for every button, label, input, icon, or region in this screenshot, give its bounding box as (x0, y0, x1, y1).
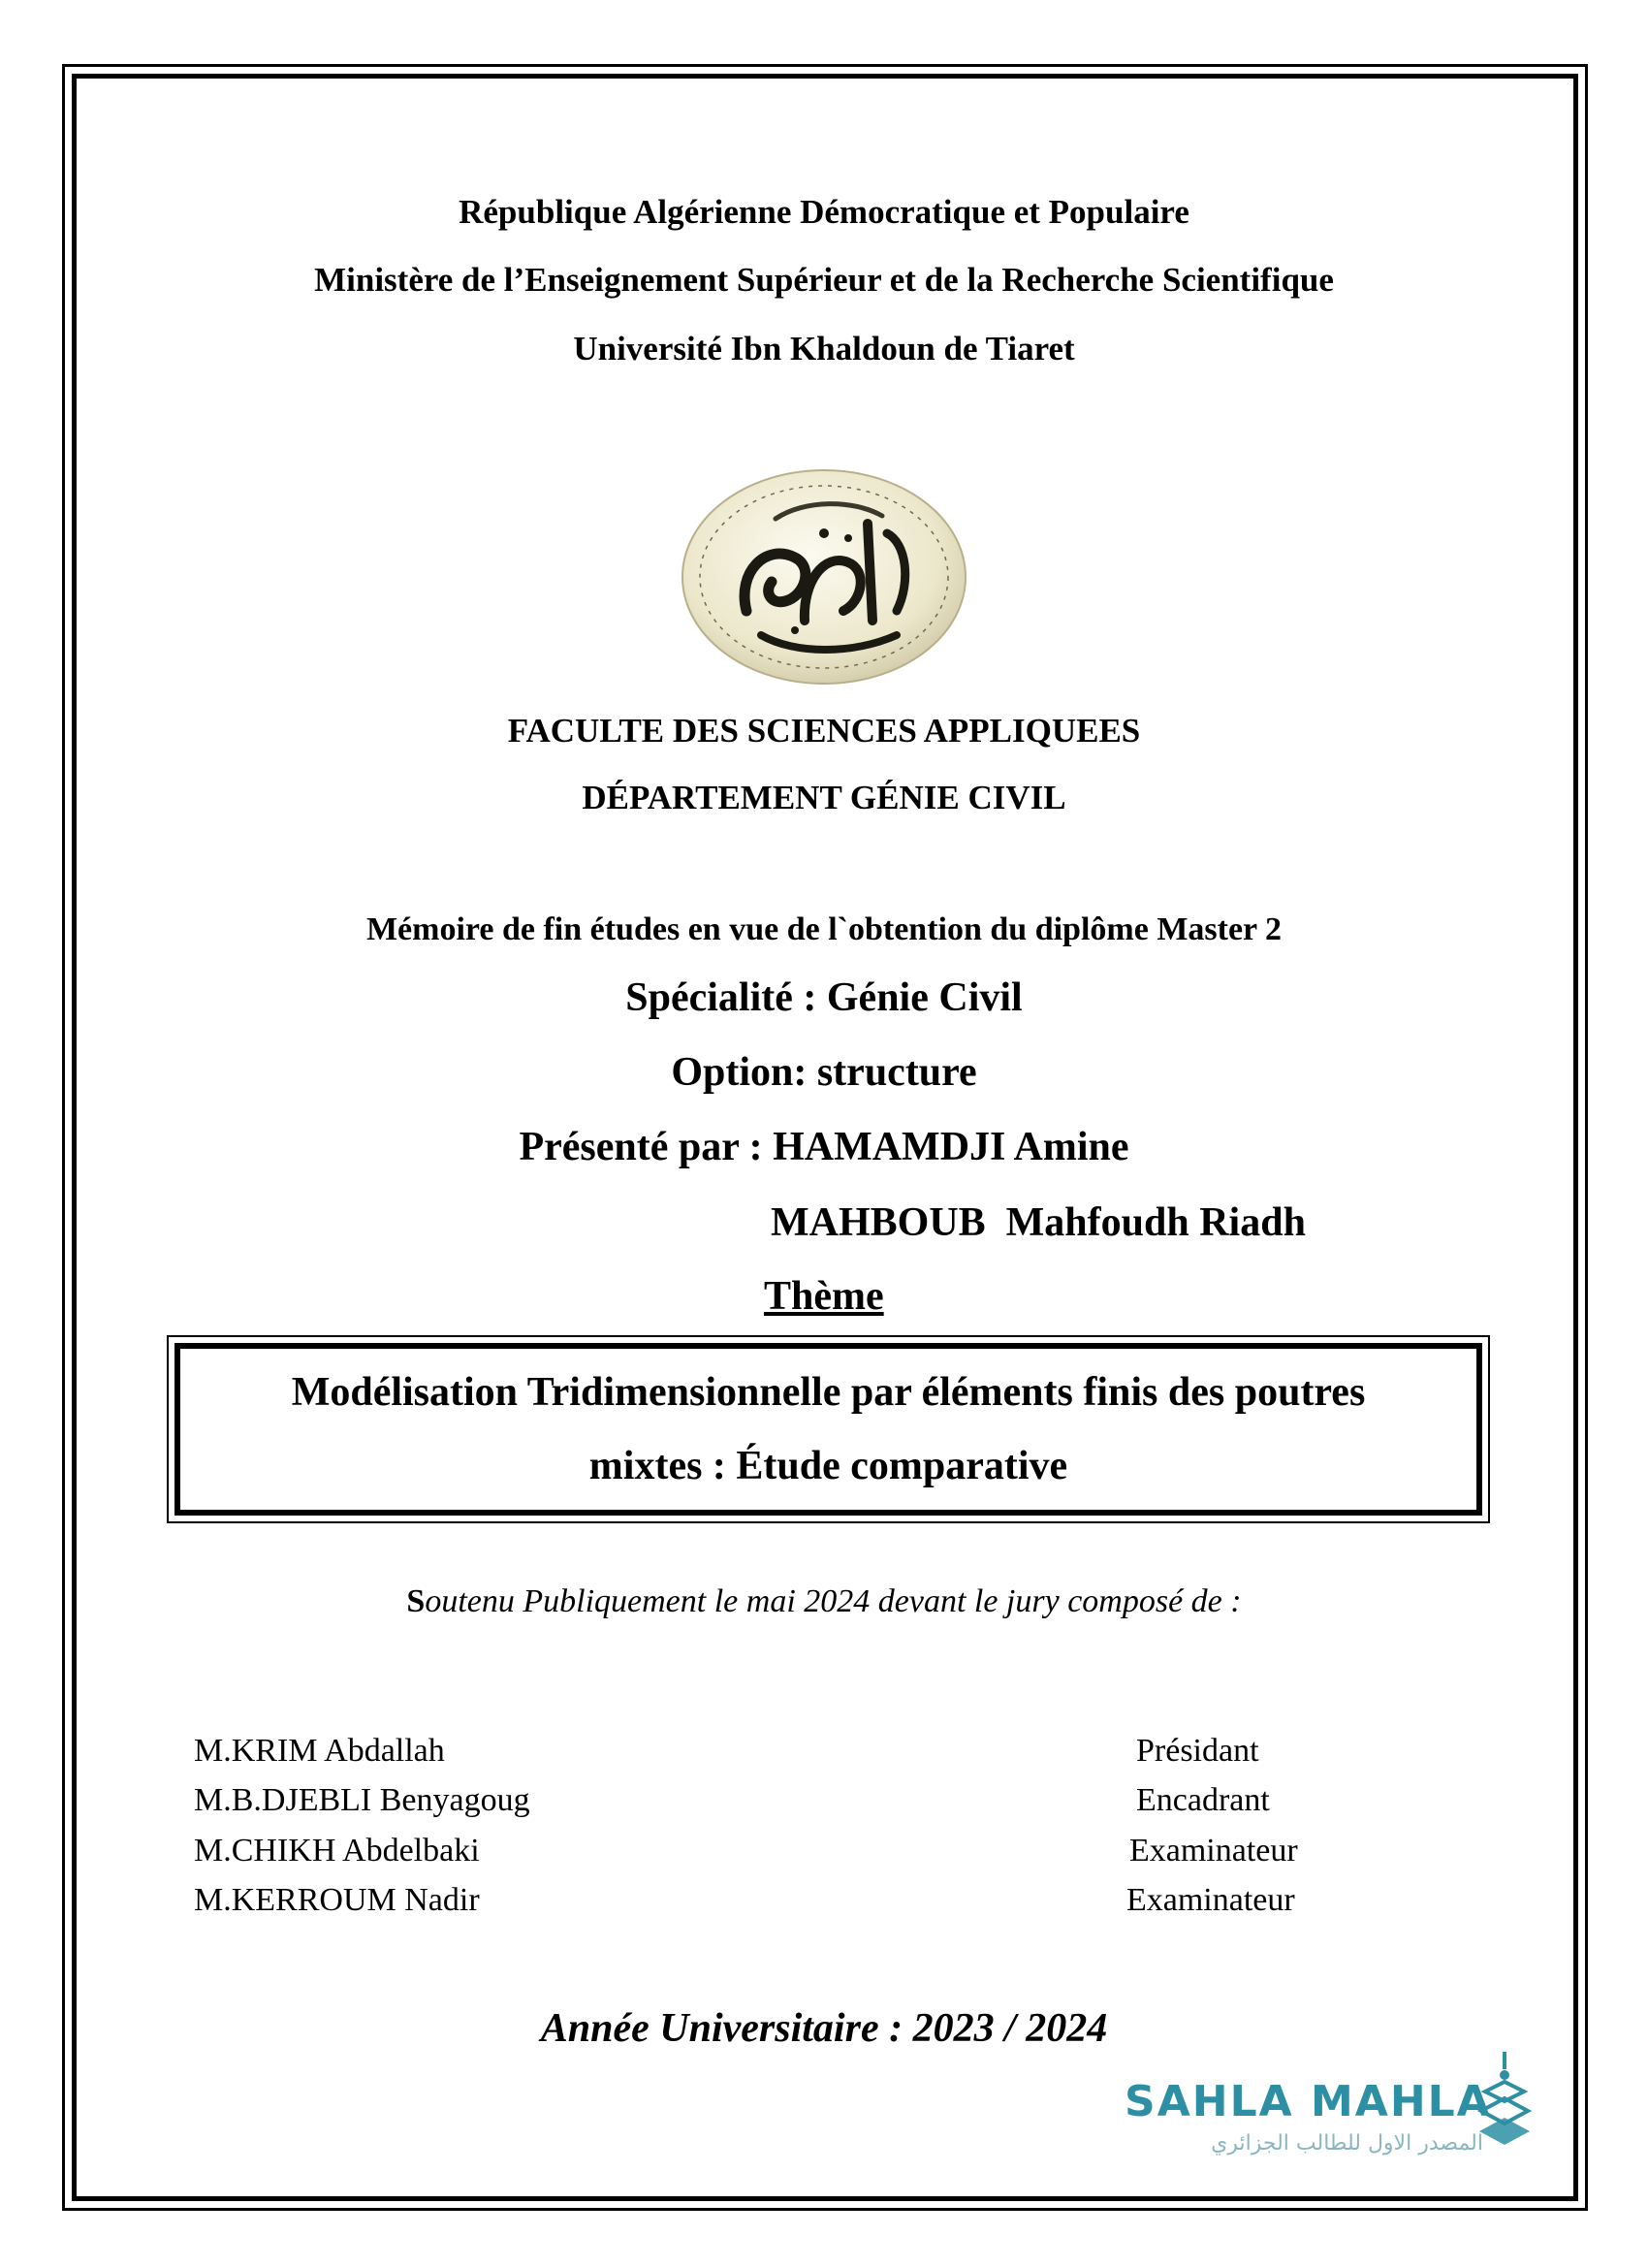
option: Option: structure (671, 1050, 977, 1095)
soutenance-statement (0, 1583, 1648, 1620)
specialite: Spécialité : Génie Civil (625, 975, 1023, 1020)
university-calligraphy-seal-icon (679, 465, 969, 688)
faculty-name: FACULTE DES SCIENCES APPLIQUEES (507, 712, 1141, 750)
watermark-brand: SAHLA MAHLA (1125, 2077, 1492, 2126)
jury-member-role: Examinateur (1129, 1833, 1298, 1869)
theme-title-line-1: Modélisation Tridimensionnelle par éléments finis des poutres (291, 1370, 1366, 1415)
jury-member-name: M.CHIKH Abdelbaki (194, 1833, 480, 1869)
jury-member-role: Examinateur (1126, 1882, 1295, 1918)
theme-title-line-2: mixtes : Étude comparative (588, 1444, 1068, 1488)
jury-member-role: Présidant (1136, 1733, 1259, 1769)
sahla-mahla-watermark (1125, 2077, 1532, 2164)
academic-year: Année Universitaire : 2023 / 2024 (540, 2006, 1108, 2051)
jury-member-name: M.KRIM Abdallah (194, 1733, 445, 1769)
header-republic: République Algérienne Démocratique et Populaire (459, 193, 1189, 231)
soutenance-initial: S (406, 1583, 426, 1619)
department-name: DÉPARTEMENT GÉNIE CIVIL (582, 779, 1066, 816)
second-author: MAHBOUB Mahfoudh Riadh (771, 1200, 1306, 1245)
jury-member-name: M.B.DJEBLI Benyagoug (194, 1782, 530, 1818)
watermark-tagline: المصدر الاول للطالب الجزائري (1211, 2131, 1483, 2156)
jury-member-role: Encadrant (1136, 1782, 1270, 1818)
theme-box (174, 1343, 1482, 1516)
sahla-mahla-logo-icon (1475, 2048, 1534, 2155)
jury-member-name: M.KERROUM Nadir (194, 1882, 480, 1918)
theme-label: Thème (764, 1274, 884, 1319)
presente-par: Présenté par : HAMAMDJI Amine (519, 1125, 1129, 1169)
header-ministry: Ministère de l’Enseignement Supérieur et de la Recherche Scientifique (314, 261, 1334, 299)
soutenance-text: outenu Publiquement le mai 2024 devant le jury composé de : (425, 1583, 1242, 1619)
memoire-title: Mémoire de fin études en vue de l`obtention du diplôme Master 2 (365, 911, 1283, 947)
header-university: Université Ibn Khaldoun de Tiaret (573, 330, 1075, 367)
